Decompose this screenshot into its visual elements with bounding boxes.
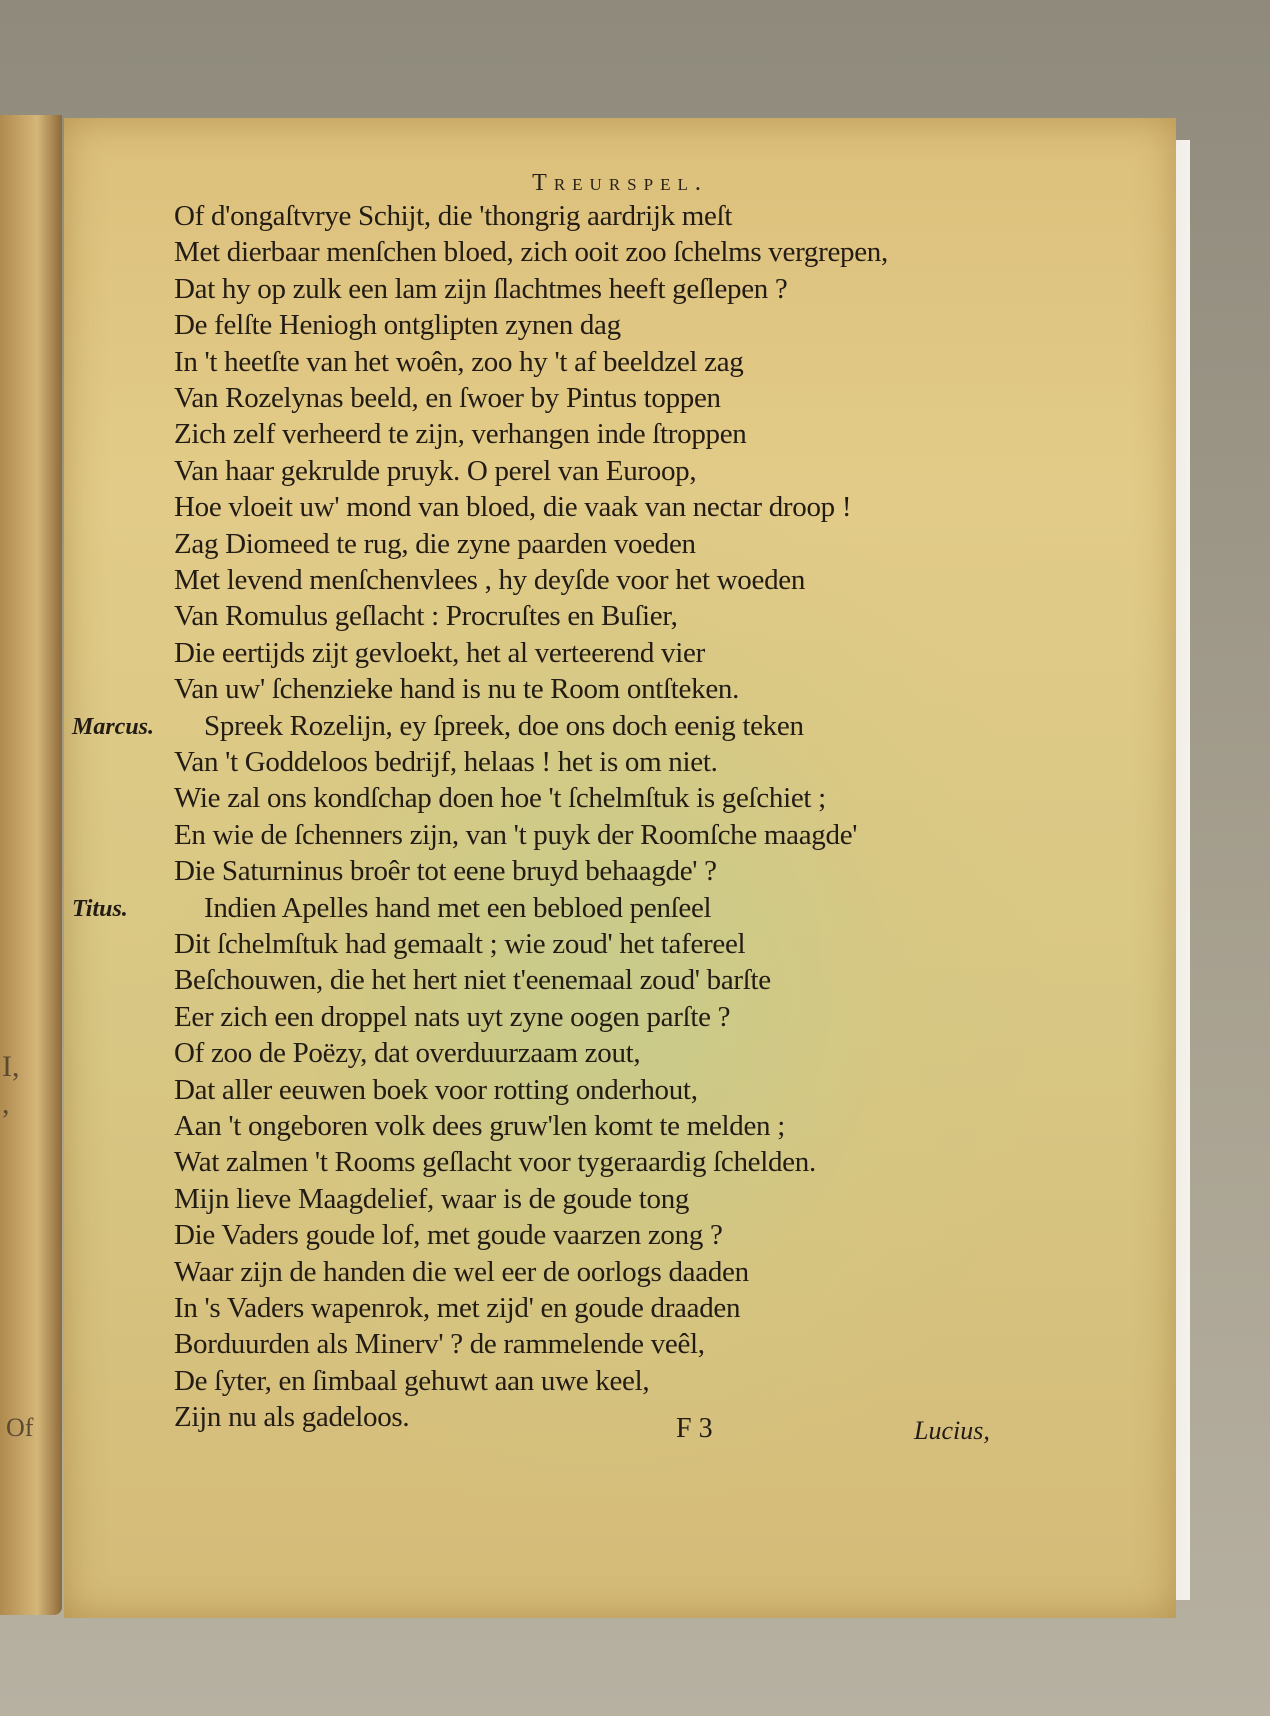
- running-head: Treurspel.: [532, 170, 708, 196]
- verse-line: In 's Vaders wapenrok, met zijd' en goude draaden: [174, 1292, 741, 1324]
- verse-line: Eer zich een droppel nats uyt zyne oogen parſte ?: [174, 1000, 731, 1033]
- verse-line: Zijn nu als gadeloos.: [174, 1401, 410, 1434]
- facing-page-fragment: ,: [2, 1087, 10, 1120]
- speaker-name: Marcus.: [72, 713, 155, 740]
- verse-line: Indien Apelles hand met een bebloed penſeel: [204, 891, 712, 924]
- signature-mark: F 3: [676, 1413, 713, 1444]
- verse-line: Met dierbaar menſchen bloed, zich ooit zoo ſchelms vergrepen,: [174, 236, 888, 269]
- catchword: Lucius,: [914, 1416, 990, 1445]
- verse-line: Die Saturninus broêr tot eene bruyd behaagde' ?: [174, 855, 717, 888]
- verse-line: En wie de ſchenners zijn, van 't puyk der Roomſche maagde': [174, 818, 858, 851]
- verse-line: Van Rozelynas beeld, en ſwoer by Pintus toppen: [174, 382, 721, 414]
- verse-line: Met levend menſchenvlees , hy deyſde voor het woeden: [174, 564, 806, 596]
- verse-line: Van uw' ſchenzieke hand is nu te Room ontſteken.: [174, 673, 740, 706]
- verse-line: Van haar gekrulde pruyk. O perel van Euroop,: [174, 454, 697, 487]
- verse-line: Zich zelf verheerd te zijn, verhangen inde ſtroppen: [174, 418, 747, 451]
- verse-line: Hoe vloeit uw' mond van bloed, die vaak van nectar droop !: [174, 491, 852, 524]
- verse-line: Mijn lieve Maagdelief, waar is de goude tong: [174, 1182, 690, 1215]
- verse-line: Zag Diomeed te rug, die zyne paarden voeden: [174, 527, 696, 560]
- verse-line: Dit ſchelmſtuk had gemaalt ; wie zoud' het tafereel: [174, 928, 746, 960]
- facing-page-edge: [0, 115, 62, 1615]
- verse-line: Van 't Goddeloos bedrijf, helaas ! het is om niet.: [174, 746, 718, 778]
- facing-page-fragment: I,: [2, 1050, 20, 1083]
- verse-line: Dat aller eeuwen boek voor rotting onderhout,: [174, 1073, 698, 1106]
- verse-line: In 't heetſte van het woên, zoo hy 't af beeldzel zag: [174, 345, 744, 378]
- verse-line: Of zoo de Poëzy, dat overduurzaam zout,: [174, 1037, 641, 1070]
- speaker-name: Titus.: [72, 895, 128, 922]
- book-page: [64, 118, 1176, 1618]
- verse-line: Wat zalmen 't Rooms geſlacht voor tygeraardig ſchelden.: [174, 1146, 816, 1179]
- verse-line: De ſyter, en ſimbaal gehuwt aan uwe keel,: [174, 1364, 650, 1397]
- verse-line: Waar zijn de handen die wel eer de oorlogs daaden: [174, 1255, 749, 1288]
- verse-line: Beſchouwen, die het hert niet t'eenemaal zoud' barſte: [174, 964, 771, 997]
- verse-line: Of d'ongaſtvrye Schijt, die 'thongrig aardrijk meſt: [174, 200, 733, 232]
- verse-line: Wie zal ons kondſchap doen hoe 't ſchelmſtuk is geſchiet ;: [174, 782, 826, 815]
- facing-page-fragment: Of: [6, 1413, 34, 1442]
- verse-line: Spreek Rozelijn, ey ſpreek, doe ons doch eenig teken: [204, 709, 804, 742]
- verse-line: Die Vaders goude lof, met goude vaarzen zong ?: [174, 1219, 723, 1252]
- verse-line: Die eertijds zijt gevloekt, het al verteerend vier: [174, 636, 705, 669]
- verse-line: Van Romulus geſlacht : Procruſtes en Buſier,: [174, 600, 678, 633]
- verse-line: De felſte Heniogh ontglipten zynen dag: [174, 309, 621, 342]
- verse-line: Aan 't ongeboren volk dees gruw'len komt te melden ;: [174, 1110, 785, 1142]
- verse-line: Borduurden als Minerv' ? de rammelende veêl,: [174, 1328, 705, 1361]
- verse-line: Dat hy op zulk een lam zijn ſlachtmes heeft geſlepen ?: [174, 272, 788, 305]
